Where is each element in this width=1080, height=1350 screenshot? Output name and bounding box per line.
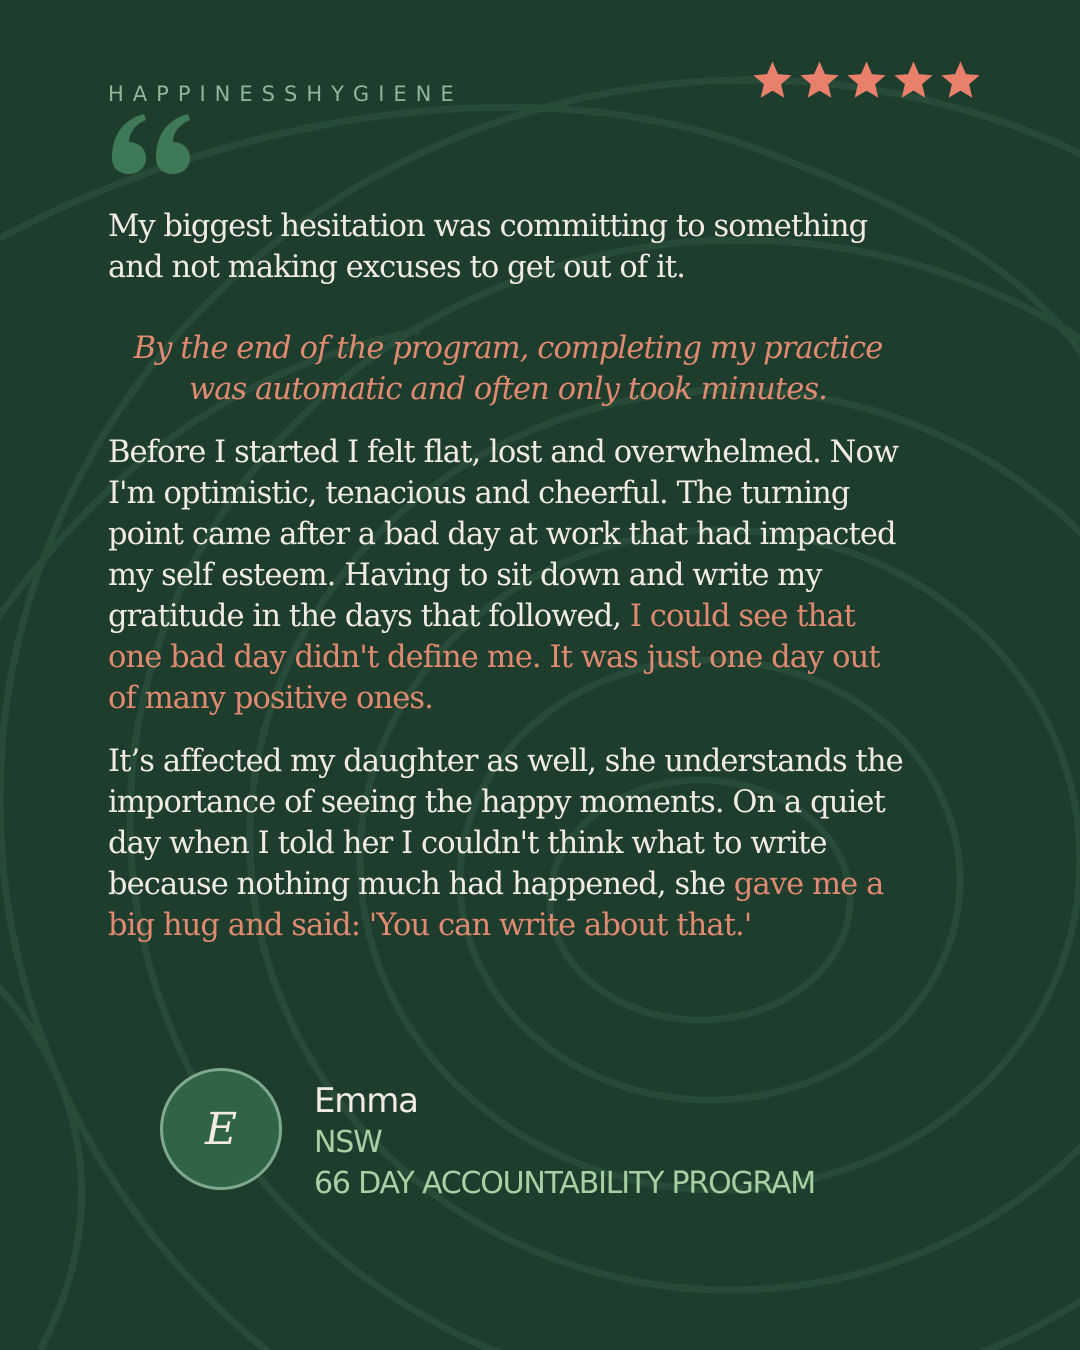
- paragraph-1: [108, 432, 908, 719]
- author-details: [314, 1080, 914, 1204]
- star-icon: [891, 58, 936, 103]
- paragraph-2-highlight: gave me a big hug and said: 'You can write about that.': [108, 867, 884, 943]
- rating-stars: [750, 58, 983, 103]
- star-icon: [797, 58, 842, 103]
- paragraph-2: [108, 741, 908, 946]
- avatar: E: [160, 1068, 282, 1190]
- star-icon: [938, 58, 983, 103]
- pull-quote: By the end of the program, completing my practice was automatic and often only took minutes.: [133, 331, 883, 407]
- author-location: NSW: [314, 1125, 382, 1160]
- author-name: Emma: [314, 1081, 418, 1121]
- star-icon: [844, 58, 889, 103]
- intro-text: My biggest hesitation was committing to something and not making excuses to get out of it.: [108, 209, 868, 285]
- paragraph-1-text: Before I started I felt flat, lost and overwhelmed. Now I'm optimistic, tenacious and cheerful. The turning point came after a bad day at work that had impacted my self esteem. Having to sit down and write my gratitude in the days that followed,: [108, 435, 899, 634]
- paragraph-2-text: It’s affected my daughter as well, she understands the importance of seeing the happy moments. On a quiet day when I told her I couldn't think what to write because nothing much had happened, she: [108, 744, 903, 902]
- author-program: 66 DAY ACCOUNTABILITY PROGRAM: [314, 1166, 815, 1201]
- paragraph-1-highlight: I could see that one bad day didn't define me. It was just one day out of many positive ones.: [108, 599, 880, 716]
- star-icon: [750, 58, 795, 103]
- testimonial-body: [108, 206, 908, 968]
- quote-mark-icon: [108, 112, 194, 176]
- brand-wordmark: HAPPINESSHYGIENE: [108, 82, 463, 106]
